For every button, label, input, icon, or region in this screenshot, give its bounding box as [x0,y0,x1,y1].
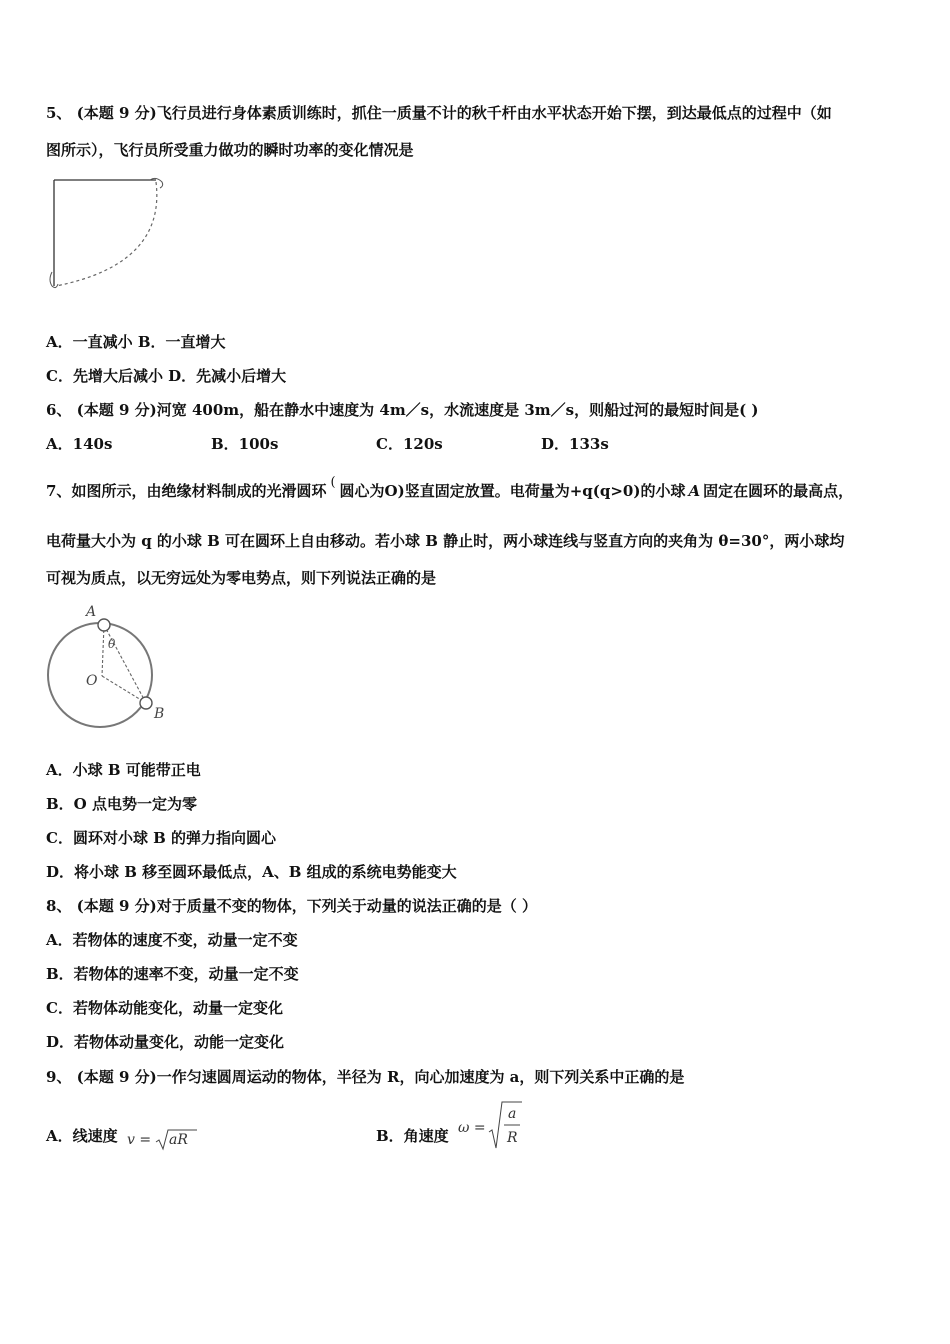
q8-text: 对于质量不变的物体，下列关于动量的说法正确的是（ ） [156,897,537,915]
q9-prefix: 9、 (本题 9 分) [46,1068,157,1086]
q7-l1c: O)竖直固定放置。电荷量为+q(q>0)的小球 [384,482,686,500]
q9-b-denominator: R [507,1130,518,1146]
q6-option-a: A．140s [46,435,113,453]
ball-A-icon [98,619,110,631]
q7-l1d: A [688,482,701,500]
q7-paren: ( [330,475,336,490]
q9-option-a-label: A．线速度 [46,1127,118,1145]
q7-l1a: 如图所示，由绝缘材料制成的光滑圆环 [71,482,327,500]
ring [48,623,152,727]
q5-stem-1: 飞行员进行身体素质训练时，抓住一质量不计的秋千杆由水平状态开始下摆，到达最低点的过程中（如 [156,104,832,122]
q9-option-b-label: B．角速度 [376,1127,449,1145]
q7-figure-ring [46,600,176,732]
q5-line2: 图所示），飞行员所受重力做功的瞬时功率的变化情况是 [46,141,414,159]
label-B: B [154,706,165,722]
q9-text: 一作匀速圆周运动的物体，半径为 R，向心加速度为 a，则下列关系中正确的是 [156,1068,685,1086]
swing-arc-path [56,182,157,286]
q5-options-row2: C．先增大后减小 D．先减小后增大 [46,367,287,385]
q7-option-a: A．小球 B 可能带正电 [46,761,201,779]
q9-b-numerator: a [508,1106,517,1122]
q8-option-b: B．若物体的速率不变，动量一定不变 [46,965,299,983]
q7-option-c: C．圆环对小球 B 的弹力指向圆心 [46,829,277,847]
q5-figure-swing [46,174,176,298]
q8-option-c: C．若物体动能变化，动量一定变化 [46,999,283,1017]
q7-line1 [46,475,854,503]
line-A-to-O [102,625,104,676]
q5-prefix: 5、 (本题 9 分) [46,104,157,122]
q9-b-lhs: ω = [458,1120,486,1136]
q7-line2: 电荷量大小为 q 的小球 B 可在圆环上自由移动。若小球 B 静止时，两小球连线与竖直方向的夹角为 θ=30°，两小球均 [46,532,845,550]
q5-options-row1: A．一直减小 B．一直增大 [46,333,226,351]
q9-a-lhs: v = [127,1132,152,1148]
q8-option-a: A．若物体的速度不变，动量一定不变 [46,931,298,949]
ball-B-icon [140,697,152,709]
q9-a-radicand: aR [169,1132,188,1148]
q6-option-b: B．100s [211,435,279,453]
q8-prefix: 8、 (本题 9 分) [46,897,157,915]
q8-option-d: D．若物体动量变化，动能一定变化 [46,1033,285,1051]
q7-option-b: B．O 点电势一定为零 [46,795,197,813]
label-theta: θ [108,637,116,651]
q7-option-d: D．将小球 B 移至圆环最低点，A、B 组成的系统电势能变大 [46,863,457,881]
line-O-to-B [102,676,146,703]
q9-stem [46,1067,684,1087]
q6-prefix: 6、 (本题 9 分) [46,401,157,419]
q7-l1e: 固定在圆环的最高点， [703,482,854,500]
q6-stem [46,400,759,420]
label-O: O [86,673,98,689]
q7-line3: 可视为质点，以无穷远处为零电势点，则下列说法正确的是 [46,569,437,587]
q7-prefix: 7、 [46,482,72,500]
q6-option-c: C．120s [376,435,443,453]
q6-text: 河宽 400m，船在静水中速度为 4m／s，水流速度是 3m／s，则船过河的最短时间是( ) [156,401,759,419]
label-A: A [86,604,97,620]
q5-line1 [46,103,832,123]
q7-l1b: 圆心为 [339,482,385,500]
q6-option-d: D．133s [541,435,609,453]
q8-stem [46,896,537,916]
